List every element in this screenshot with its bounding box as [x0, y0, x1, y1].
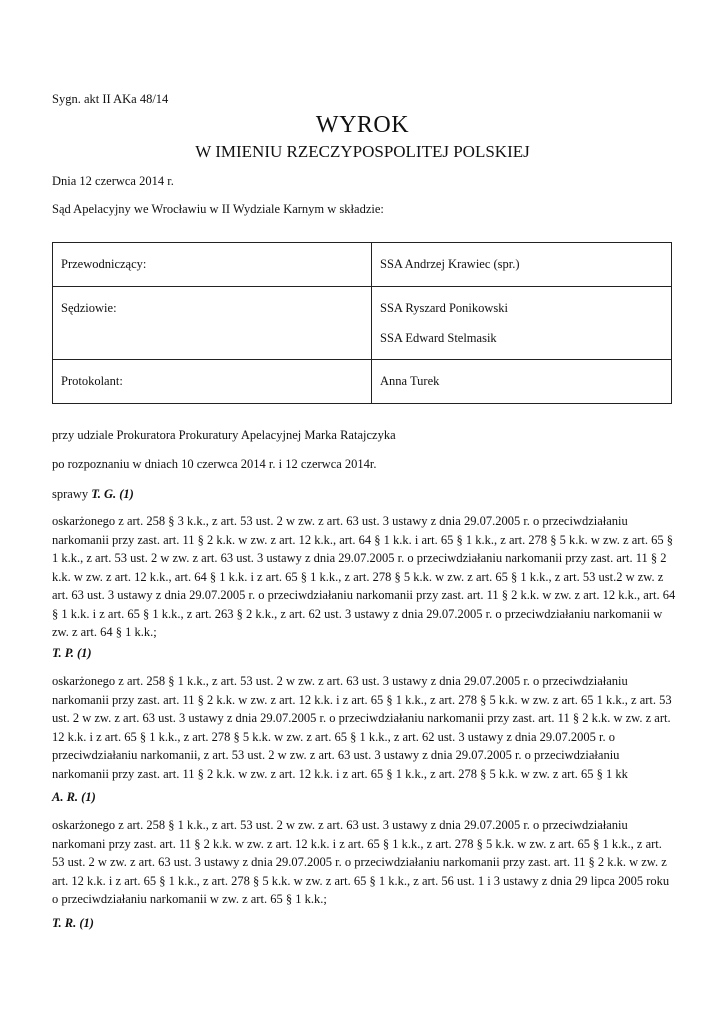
presiding-value: SSA Andrzej Krawiec (spr.): [372, 243, 672, 287]
prosecutor-line: przy udziale Prokuratora Prokuratury Apelacyjnej Marka Ratajczyka: [52, 428, 396, 442]
hearing-line: po rozpoznaniu w dniach 10 czerwca 2014 r. i 12 czerwca 2014r.: [52, 457, 377, 471]
defendant-name: A. R. (1): [52, 790, 96, 804]
judge-name: SSA Edward Stelmasik: [380, 331, 497, 345]
clerk-label: Protokolant:: [53, 360, 372, 404]
document-title: WYROK: [315, 112, 410, 138]
defendant-charges: oskarżonego z art. 258 § 3 k.k., z art. 53 ust. 2 w zw. z art. 63 ust. 3 ustawy z dnia 29.07.2005 r. o przeciwdziałaniu narkomanii przy zast. art. 11 § 2 k.k. w zw. z art. 12 k.k., art. 64 § 1 k.k. i art. 65 § 1 k.k., z art. 278 § 5 k.k. w zw. z art. 65 § 1 k.k., z art. 53 ust. 2 w zw. z art. 63 ust. 3 ustawy z dnia 29.07.2005 r. o przeciwdziałaniu narkomanii przy zast. art. 11 § 2 k.k. w zw. z art. 12 k.k., art. 64 § 1 k.k. i z art. 65 § 1 k.k., z art. 278 § 5 k.k. w zw. z art. 65 § 1 k.k., z art. 53 ust.2 w zw. z art. 63 ust. 3 ustawy z dnia 29.07.2005 r. o przeciwdziałaniu narkomanii przy zast. art. 11 § 2 k.k. w zw. z art. 12 k.k., art. 64 § 1 k.k. i z art. 65 § 1 k.k., z art. 263 § 2 k.k., z art. 62 ust. 3 ustawy z dnia 29.07.2005 r. o przeciwdziałaniu narkomanii w zw. z art. 64 § 1 k.k.;: [52, 514, 676, 639]
case-prefix: sprawy: [52, 487, 92, 501]
document-subtitle: W IMIENIU RZECZYPOSPOLITEJ POLSKIEJ: [195, 142, 530, 161]
case-reference: Sygn. akt II AKa 48/14: [52, 92, 169, 106]
judges-label: Sędziowie:: [53, 287, 372, 360]
presiding-label: Przewodniczący:: [53, 243, 372, 287]
court-composition-table: [52, 242, 672, 404]
court-name: Sąd Apelacyjny we Wrocławiu w II Wydziale Karnym w składzie:: [52, 202, 384, 216]
table-row: [53, 243, 672, 287]
judge-name: SSA Ryszard Ponikowski: [380, 301, 508, 315]
defendant-charges: oskarżonego z art. 258 § 1 k.k., z art. 53 ust. 2 w zw. z art. 63 ust. 3 ustawy z dnia 29.07.2005 r. o przeciwdziałaniu narkomani przy zast. art. 11 § 2 k.k. w zw. z art. 12 k.k. i z art. 65 § 1 k.k., z art. 278 § 5 k.k. w zw. z art. 65 § 1 k.k., z art. 53 ust. 2 w zw. z art. 63 ust. 3 ustawy z dnia 29.07.2005 r. o przeciwdziałaniu narkomanii przy zast. art. 11 § 2 k.k. w zw. z art. 12 k.k. i z art. 65 § 1 k.k., z art. 278 § 5 k.k. w zw. z art. 65 § 1 k.k., z art. 56 ust. 1 i 3 ustawy z dnia 29 lipca 2005 roku o przeciwdziałaniu narkomanii w zw. z art. 65 § 1 k.k.;: [52, 818, 670, 906]
table-row: [53, 287, 672, 360]
defendant-name: T. P. (1): [52, 646, 92, 660]
judges-value: [372, 287, 672, 360]
defendant-name: T. G. (1): [91, 487, 134, 501]
clerk-value: Anna Turek: [372, 360, 672, 404]
table-row: [53, 360, 672, 404]
defendant-name: T. R. (1): [52, 916, 94, 930]
defendant-charges: oskarżonego z art. 258 § 1 k.k., z art. 53 ust. 2 w zw. z art. 63 ust. 3 ustawy z dnia 29.07.2005 r. o przeciwdziałaniu narkomanii przy zast. art. 11 § 2 k.k. w zw. z art. 12 k.k. i z art. 65 § 1 k.k., z art. 278 § 5 k.k. w zw. z art. 65 1 k.k., z art. 53 ust. 2 w zw. z art. 63 ust. 3 ustawy z dnia 29.07.2005 r. o przeciwdziałaniu narkomanii przy zast. art. 11 § 2 k.k. w zw. z art. 12 k.k. i z art. 65 § 1 k.k., z art. 278 § 5 k.k. w zw. z art. 65 § 1 k.k., z art. 62 ust. 3 ustawy z dnia 29.07.2005 r. o przeciwdziałaniu narkomanii, z art. 53 ust. 2 w zw. z art. 63 ust. 3 ustawy z dnia 29.07.2005 r. o przeciwdziałaniu narkomanii przy zast. art. 11 § 2 k.k. w zw. z art. 12 k.k. i z art. 65 § 1 k.k., z art. 278 § 5 k.k. w zw. z art. 65 § 1 kk: [52, 674, 672, 781]
judgment-date: Dnia 12 czerwca 2014 r.: [52, 174, 174, 188]
case-line: [52, 485, 677, 504]
